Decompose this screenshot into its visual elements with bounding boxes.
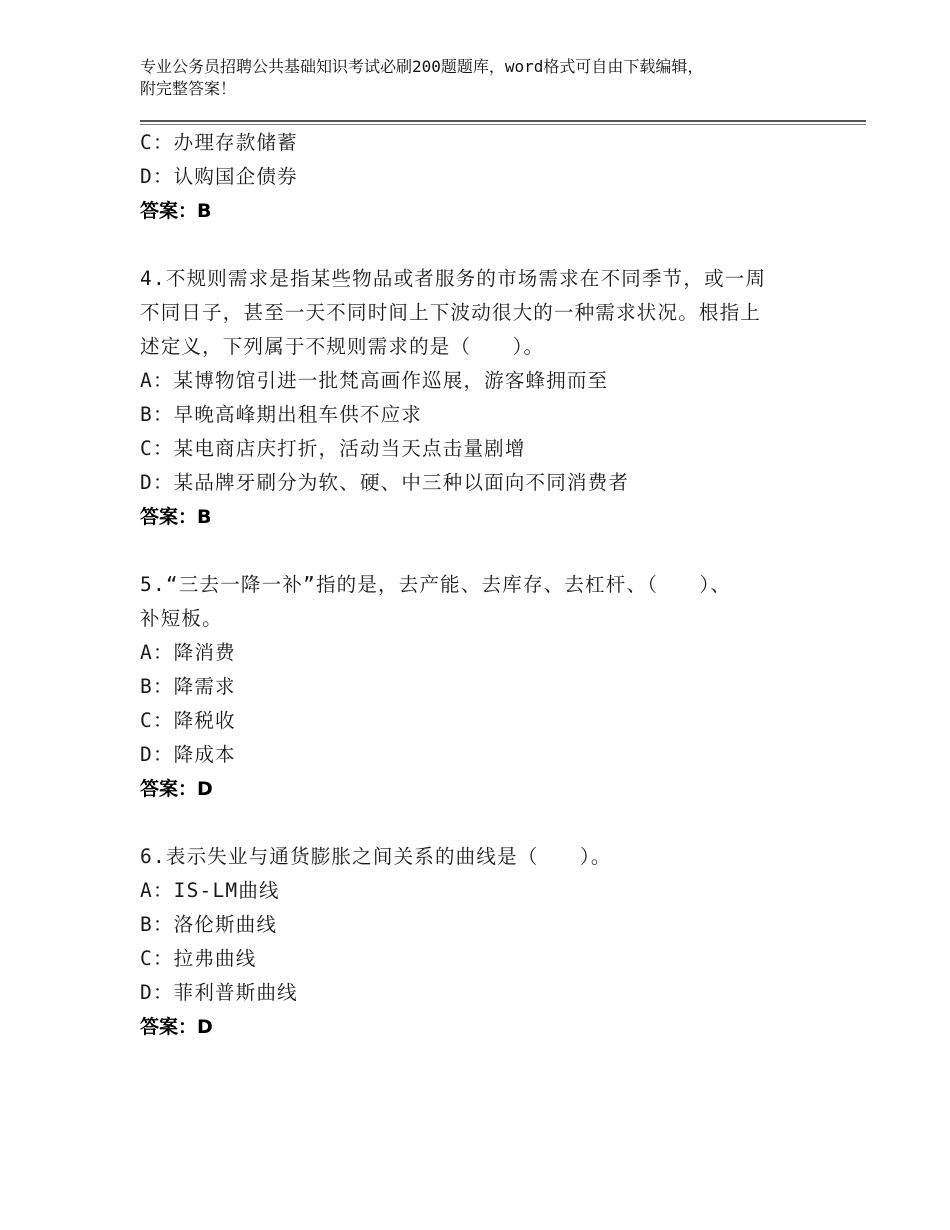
question-fragment [140, 126, 820, 228]
answer-label: 答案：B [140, 506, 212, 528]
answer-label: 答案：D [140, 778, 213, 800]
option-d: D：某品牌牙刷分为软、硬、中三种以面向不同消费者 [140, 471, 630, 494]
question-text-line: 述定义，下列属于不规则需求的是（ ）。 [140, 335, 545, 358]
option-c: C：降税收 [140, 709, 236, 732]
header-divider-thin [140, 124, 866, 125]
question-text-line: 补短板。 [140, 607, 223, 630]
question-text-line: 不同日子，甚至一天不同时间上下波动很大的一种需求状况。根指上 [140, 301, 762, 324]
page-header [140, 56, 840, 100]
option-c: C：拉弗曲线 [140, 947, 257, 970]
option-a: A：某博物馆引进一批梵高画作巡展，游客蜂拥而至 [140, 369, 609, 392]
question-text-line: 5.“三去一降一补”指的是，去产能、去库存、去杠杆、（ ）、 [140, 573, 732, 596]
question-text-line: 6.表示失业与通货膨胀之间关系的曲线是（ ）。 [140, 845, 612, 868]
option-c: C：办理存款储蓄 [140, 131, 298, 154]
header-divider [140, 120, 866, 122]
question-5 [140, 568, 820, 806]
question-list [140, 126, 820, 1044]
header-line-1: 专业公务员招聘公共基础知识考试必刷200题题库，word格式可自由下载编辑， [140, 57, 704, 76]
option-a: A：IS-LM曲线 [140, 879, 280, 902]
option-d: D：菲利普斯曲线 [140, 981, 298, 1004]
header-line-2: 附完整答案！ [140, 79, 237, 98]
option-b: B：洛伦斯曲线 [140, 913, 278, 936]
question-text-line: 4.不规则需求是指某些物品或者服务的市场需求在不同季节，或一周 [140, 267, 767, 290]
option-b: B：降需求 [140, 675, 236, 698]
option-a: A：降消费 [140, 641, 236, 664]
option-d: D：认购国企债券 [140, 165, 298, 188]
option-b: B：早晚高峰期出租车供不应求 [140, 403, 423, 426]
answer-label: 答案：B [140, 200, 212, 222]
option-c: C：某电商店庆打折，活动当天点击量剧增 [140, 437, 526, 460]
question-6 [140, 840, 820, 1044]
question-4 [140, 262, 820, 534]
answer-label: 答案：D [140, 1016, 213, 1038]
option-d: D：降成本 [140, 743, 236, 766]
